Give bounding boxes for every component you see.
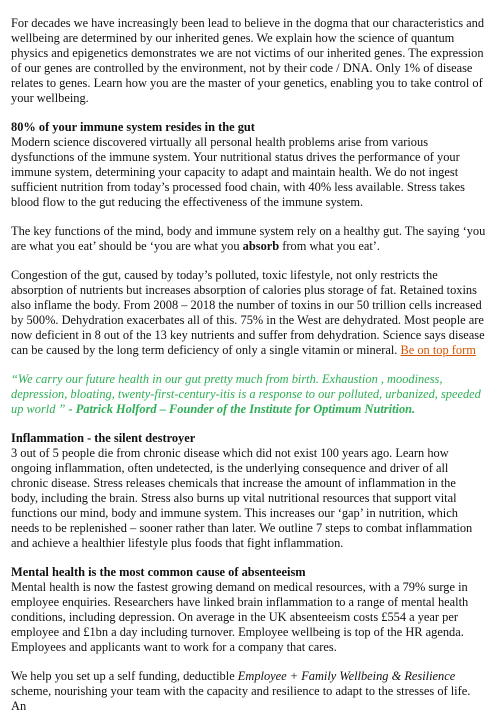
- immune-section: [11, 120, 486, 358]
- immune-p2-text-after: from what you eat’.: [279, 239, 380, 253]
- mental-health-heading: Mental health is the most common cause of absenteeism: [11, 565, 306, 579]
- mental-health-section: [11, 565, 486, 655]
- mental-health-paragraph: Mental health is now the fastest growing demand on medical resources, with a 79% surge in employee enquiries. Researchers have linked brain inflammation to a range of mental health conditions, including depression. On average in the UK absenteeism costs £554 a year per employee and £1bn a day including turnover. Employee wellbeing is top of the HR agenda. Employees and applicants want to work for a company that cares.: [11, 580, 469, 654]
- quote-text: “We carry our future health in our gut pretty much from birth. Exhaustion , moodiness, depression, bloating, twenty-first-century-itis is a response to our polluted, urbanized, speeded up world ”: [11, 372, 481, 416]
- immune-paragraph-1: Modern science discovered virtually all personal health problems arise from various dysfunctions of the immune system. Your nutritional status drives the performance of your immune system, determining your capacity to adapt and maintain health. We do not ingest sufficient nutrition from today’s processed food chain, with 40% less available. Stress takes blood flow to the gut reducing the effectiveness of the immune system.: [11, 135, 465, 209]
- scheme-text-after: scheme, nourishing your team with the capacity and resilience to adapt to the stresses of life. An: [11, 684, 471, 713]
- quote-attribution: - Patrick Holford – Founder of the Institute for Optimum Nutrition.: [68, 402, 416, 416]
- inflammation-heading: Inflammation - the silent destroyer: [11, 431, 196, 445]
- immune-p2-text-before: The key functions of the mind, body and immune system rely on a healthy gut. The saying ‘you are what you eat’ should be ‘you are what you: [11, 224, 486, 253]
- scheme-name: Employee + Family Wellbeing & Resilience: [237, 669, 456, 683]
- immune-heading: 80% of your immune system resides in the gut: [11, 120, 255, 134]
- immune-paragraph-3: [11, 268, 486, 358]
- immune-paragraph-2: [11, 224, 486, 254]
- be-on-top-form-link[interactable]: Be on top form: [400, 343, 476, 357]
- inflammation-paragraph: 3 out of 5 people die from chronic disease which did not exist 100 years ago. Learn how ongoing inflammation, often undetected, is the underlying consequence and driver of all chronic disease. Stress releases chemicals that increase the amount of inflammation in the body, including the brain. Stress also burns up vital nutritional resources that support vital functions our mind, body and immune system. This increases our ‘gap’ in nutrition, which needs to be replenished – sooner rather than later. We outline 7 steps to combat inflammation and achieve a healthier lifestyle plus foods that fight inflammation.: [11, 446, 473, 550]
- immune-p3-text: Congestion of the gut, caused by today’s polluted, toxic lifestyle, not only restricts the absorption of nutrients but increases absorption of calories plus storage of fat. Retained toxins also inflame the body. From 2008 – 2018 the number of toxins in our 50 trillion cells increased by 500%. Dehydration exacerbates all of this. 75% in the West are dehydrated. Most people are now deficient in 8 out of the 13 key nutrients and suffer from dehydration. Science says disease can be caused by the long term deficiency of only a single vitamin or mineral.: [11, 268, 485, 357]
- scheme-text-before: We help you set up a self funding, deductible: [11, 669, 238, 683]
- absorb-emphasis: absorb: [242, 239, 280, 253]
- inflammation-section: [11, 431, 486, 551]
- intro-paragraph: For decades we have increasingly been lead to believe in the dogma that our characteristics and wellbeing are determined by our inherited genes. We explain how the science of quantum physics and epigenetics demonstrates we are not victims of our inherited genes. The expression of our genes are controlled by the environment, not by their code / DNA. Only 1% of disease relates to genes. Learn how you are the master of your genetics, enabling you to take control of your wellbeing.: [11, 16, 485, 105]
- holford-quote: [11, 372, 486, 417]
- wellbeing-scheme-paragraph: [11, 669, 486, 714]
